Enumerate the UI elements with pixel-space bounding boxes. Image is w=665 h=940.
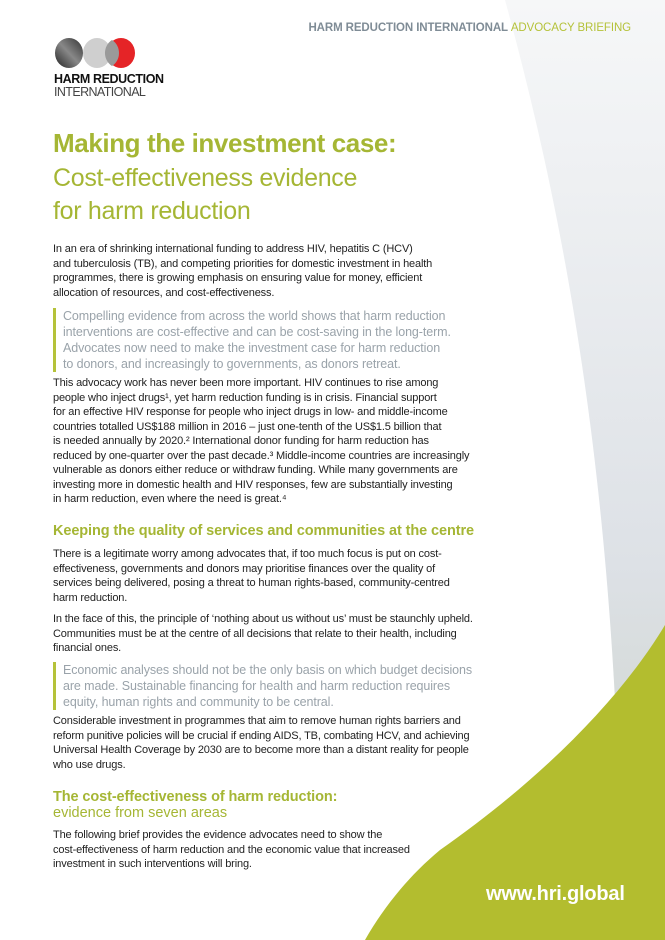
text-line: In the face of this, the principle of ‘nothing about us without us’ must be staunchly upheld. [53,613,473,625]
hri-logo-icon [54,36,144,70]
quote-line: Compelling evidence from across the world shows that harm reduction [63,309,446,323]
text-line: allocation of resources, and cost-effectiveness. [53,286,275,299]
section-heading-quality: Keeping the quality of services and communities at the centre [53,523,474,539]
intro-paragraph [53,242,432,300]
quote-line: Advocates now need to make the investment case for harm reduction [63,341,441,355]
pull-quote-1 [53,308,451,372]
text-line: investment in such interventions will bring. [53,858,252,870]
text-line: In an era of shrinking international funding to address HIV, hepatitis C (HCV) [53,243,413,255]
subtitle-line: for harm reduction [53,197,251,225]
text-line: services being delivered, posing a threat to human rights-based, community-centred [53,577,450,589]
quote-line: Economic analyses should not be the only basis on which budget decisions [63,663,473,677]
text-line: financial ones. [53,642,122,654]
text-line: This advocacy work has never been more important. HIV continues to rise among [53,377,439,389]
quote-line: are made. Sustainable financing for health and harm reduction requires [63,679,450,693]
text-line: programmes, there is growing emphasis on ensuring value for money, efficient [53,272,423,284]
text-line: reform punitive policies will be crucial if ending AIDS, TB, combating HCV, and achieving [53,729,470,742]
text-line: cost-effectiveness of harm reduction and the economic value that increased [53,843,410,856]
page-subtitle [53,162,357,228]
header-doc-type: ADVOCACY BRIEFING [510,22,631,34]
advocacy-paragraph [53,376,469,507]
section1-paragraph-3 [53,714,469,772]
website-link[interactable]: www.hri.global [486,883,625,905]
text-line: for an effective HIV response for people who inject drugs in low- and middle-income [53,406,448,418]
text-line: Considerable investment in programmes that aim to remove human rights barriers and [53,715,461,727]
section-subheading: evidence from seven areas [53,805,228,821]
text-line: in harm reduction, even where the need is great.⁴ [53,493,287,505]
section1-paragraph-2 [53,612,473,656]
text-line: vulnerable as donors either reduce or withdraw funding. While many governments are [53,464,458,476]
text-line: effectiveness, governments and donors may prioritise finances over the quality of [53,562,436,575]
text-line: who use drugs. [53,758,126,771]
text-line: investing more in domestic health and HIV responses, few are substantially investing [53,478,453,491]
text-line: There is a legitimate worry among advocates that, if too much focus is put on cost- [53,548,442,560]
text-line: people who inject drugs¹, yet harm reduction funding is in crisis. Financial support [53,391,437,404]
text-line: Communities must be at the centre of all decisions that relate to their health, including [53,627,457,640]
text-line: reduced by one-quarter over the past decade.³ Middle-income countries are increasingly [53,449,470,462]
logo-text-line1: HARM REDUCTION [54,72,164,86]
quote-line: interventions are cost-effective and can be cost-saving in the long-term. [63,325,451,339]
briefing-header [308,22,631,34]
subtitle-line: Cost-effectiveness evidence [53,164,358,192]
section1-paragraph-1 [53,547,450,605]
quote-line: equity, human rights and community to be central. [63,695,334,709]
text-line: countries totalled US$188 million in 2016 – just one-tenth of the US$1.5 billion that [53,420,442,433]
text-line: is needed annually by 2020.² International donor funding for harm reduction has [53,435,429,447]
text-line: The following brief provides the evidence advocates need to show the [53,829,383,841]
quote-line: to donors, and increasingly to governments, as donors retreat. [63,357,401,371]
logo-text-line2: INTERNATIONAL [54,85,146,99]
text-line: and tuberculosis (TB), and competing priorities for domestic investment in health [53,257,433,270]
page-title: Making the investment case: [53,128,397,158]
text-line: harm reduction. [53,591,128,604]
section-heading-cost-effectiveness: The cost-effectiveness of harm reduction: [53,789,338,805]
section2-paragraph [53,828,410,872]
pull-quote-2 [53,662,472,710]
text-line: Universal Health Coverage by 2030 are to become more than a distant reality for people [53,744,469,756]
header-org: HARM REDUCTION INTERNATIONAL [308,22,508,34]
